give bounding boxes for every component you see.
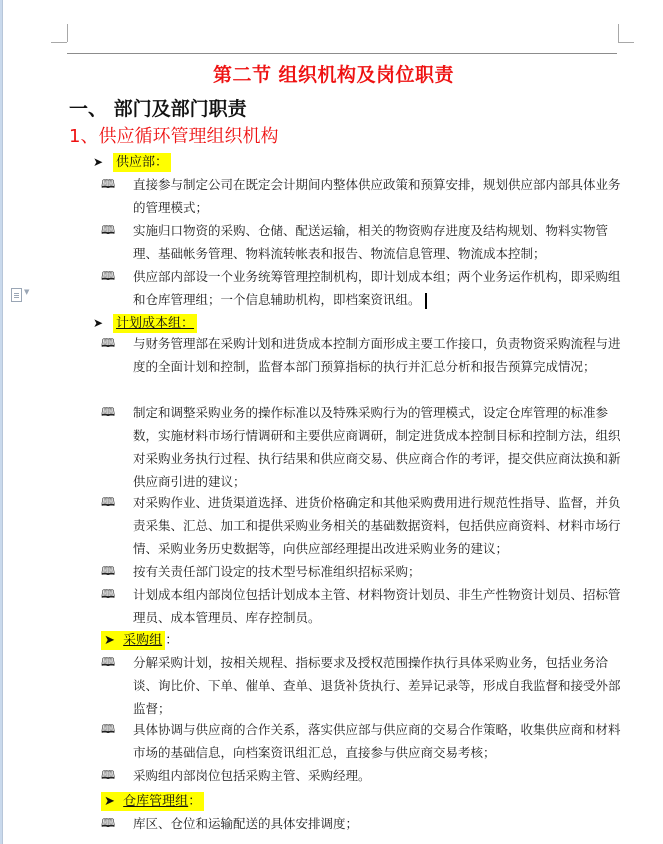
- margin-corner-top-right-h: [618, 42, 634, 43]
- section-heading-supply-dept: [93, 151, 171, 175]
- book-bullet-icon: 🕮: [101, 655, 116, 669]
- book-bullet-icon: 🕮: [101, 768, 116, 782]
- header-rule: [67, 53, 617, 54]
- highlighted-label: 计划成本组：: [113, 314, 197, 333]
- section-heading-purchasing: ➤ 采购组 ：: [101, 629, 178, 653]
- book-bullet-icon: 🕮: [101, 564, 116, 578]
- list-item: 🕮 计划成本组内部岗位包括计划成本主管、材料物资计划员、非生产性物资计划员、招标管理员、成本管理员、库存控制员。: [101, 583, 631, 629]
- book-bullet-icon: 🕮: [101, 177, 116, 191]
- highlighted-label: 供应部：: [113, 153, 171, 172]
- list-item: 🕮 库区、仓位和运输配送的具体安排调度；: [101, 812, 631, 835]
- section-heading-warehouse: [101, 790, 204, 814]
- list-item-text-with-cursor[interactable]: 供应部内部设一个业务统筹管理控制机构，即计划成本组；两个业务运作机构，即采购组和仓库管理组；一个信息辅助机构，即档案资讯组。: [133, 269, 621, 307]
- list-item: [101, 265, 631, 311]
- list-item: 🕮 直接参与制定公司在既定会计期间内整体供应政策和预算安排，规划供应部内部具体业务的管理模式；: [101, 173, 631, 219]
- heading-2: 1、供应循环管理组织机构: [69, 126, 279, 147]
- text-cursor: [425, 293, 427, 309]
- highlighted-label: ➤ 仓库管理组：: [101, 792, 204, 811]
- list-item: 🕮 制定和调整采购业务的操作标准以及特殊采购行为的管理模式，设定仓库管理的标准参数，实施材料市场行情调研和主要供应商调研，制定进货成本控制目标和控制方法，组织对采购业务执行过程、执行结果和供应商交易、供应商合作的考评，提交供应商汰换和新供应商引进的建议；: [101, 401, 631, 493]
- list-item: 🕮 按有关责任部门设定的技术型号标准组织招标采购；: [101, 560, 631, 583]
- arrow-bullet-icon: ➤: [93, 155, 104, 169]
- document-page: [2, 0, 663, 844]
- book-bullet-icon: 🕮: [101, 816, 116, 830]
- arrow-bullet-icon: ➤: [104, 633, 115, 648]
- list-item: 🕮 对采购作业、进货渠道选择、进货价格确定和其他采购费用进行规范性指导、监督，并负责采集、汇总、加工和提供采购业务相关的基础数据资料，包括供应商资料、材料市场行情、采购业务历史数据等，向供应部经理提出改进采购业务的建议；: [101, 491, 631, 560]
- margin-corner-top-left: [51, 24, 68, 42]
- list-item: 🕮 采购组内部岗位包括采购主管、采购经理。: [101, 764, 631, 787]
- margin-corner-top-left-h: [51, 42, 67, 43]
- list-item: 🕮 实施归口物资的采购、仓储、配送运输，相关的物资购存进度及结构规划、物料实物管理、基础帐务管理、物料流转帐表和报告、物流信息管理、物流成本控制；: [101, 219, 631, 265]
- book-bullet-icon: 🕮: [101, 269, 116, 283]
- book-bullet-icon: 🕮: [101, 495, 116, 509]
- margin-corner-top-right: [618, 24, 635, 42]
- paragraph-options-icon[interactable]: ▼: [11, 288, 33, 302]
- list-item: 🕮 与财务管理部在采购计划和进货成本控制方面形成主要工作接口，负责物资采购流程与进度的全面计划和控制，监督本部门预算指标的执行并汇总分析和报告预算完成情况；: [101, 332, 631, 401]
- book-bullet-icon: 🕮: [101, 336, 116, 350]
- section-title: 第二节 组织机构及岗位职责: [212, 64, 455, 86]
- book-bullet-icon: 🕮: [101, 223, 116, 237]
- book-bullet-icon: 🕮: [101, 587, 116, 601]
- book-bullet-icon: 🕮: [101, 405, 116, 419]
- list-item: 🕮 分解采购计划，按相关规程、指标要求及授权范围操作执行具体采购业务，包括业务洽谈、询比价、下单、催单、查单、退货补货执行、差异记录等，形成自我监督和接受外部监督；: [101, 651, 631, 720]
- arrow-bullet-icon: ➤: [104, 794, 115, 809]
- arrow-bullet-icon: ➤: [93, 316, 104, 330]
- list-item: 🕮 具体协调与供应商的合作关系，落实供应部与供应商的交易合作策略，收集供应商和材料市场的基础信息，向档案资讯组汇总，直接参与供应商交易考核；: [101, 718, 631, 764]
- heading-1: 一、 部门及部门职责: [69, 98, 247, 120]
- book-bullet-icon: 🕮: [101, 722, 116, 736]
- highlighted-label: ➤ 采购组: [101, 631, 165, 650]
